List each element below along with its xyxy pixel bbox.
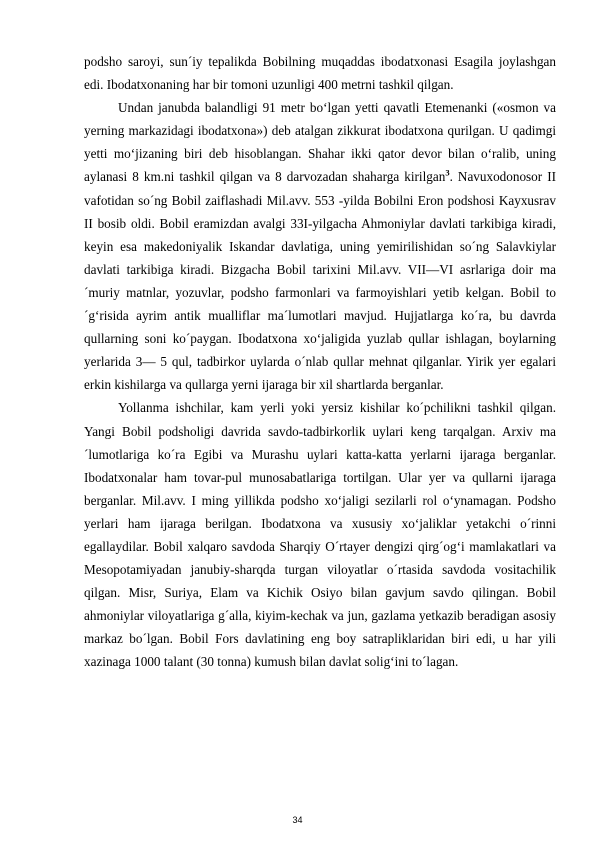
paragraph-1: podsho saroyi, sun´iy tepalikda Bobilning muqaddas ibodatxonasi Esagila joylashgan edi. Ibodatxonaning har bir tomoni uzunligi 400 metrni tashkil qilgan. <box>84 54 556 93</box>
paragraph-2-text: Undan janubda balandligi 91 metr bo‘lgan yetti qavatli Etemenanki («osmon va yerning markazidagi ibodatxona») deb atalgan zikkurat ibodatxona qurilgan. U qadimgi yetti mo‘jizaning biri deb hisoblangan. Shahar ikki qator devor bilan o‘ralib, uning aylanasi 8 km.ni tashkil qilgan va 8 darvozadan shaharga kirilgan <box>84 100 556 185</box>
page-content <box>84 50 556 674</box>
footnote-marker[interactable]: 3 <box>445 168 450 179</box>
paragraph-3: Yollanma ishchilar, kam yerli yoki yersiz kishilar ko´pchilikni tashkil qilgan. Yangi Bobil podsholigi davrida savdo-tadbirkorlik uylari keng tarqalgan. Arxiv ma´lumotlariga ko´ra Egibi va Murashu uylari katta-katta yerlarni ijaraga berganlar. Ibodatxonalar ham tovar-pul munosabatlariga tortilgan. Ular yer va qullarni ijaraga berganlar. Mil.avv. I ming yillikda podsho xo‘jaligi sezilarli rol o‘ynamagan. Podsho yerlari ham ijaraga berilgan. Ibodatxona va xususiy xo‘jaliklar yetakchi o´rinni egallaydilar. Bobil xalqaro savdoda Sharqiy O´rtayer dengizi qirg´og‘i mamlakatlari va Mesopotamiyadan janubiy-sharqda turgan viloyatlar o´rtasida savdoda vositachilik qilgan. Misr, Suriya, Elam va Kichik Osiyo bilan gavjum savdo qilingan. Bobil ahmoniylar viloyatlariga g´alla, kiyim-kechak va jun, gazlama yetkazib beradigan asosiy markaz bo´lgan. Bobil Fors davlatining eng boy satrapliklaridan biri edi, u har yili xazinaga 1000 talant (30 tonna) kumush bilan davlat solig‘ini to´lagan. <box>84 400 556 670</box>
page-number: 34 <box>292 815 303 825</box>
paragraph-2 <box>84 96 556 396</box>
paragraph-2-text-continued: . Navuxodonosor II vafotidan so´ng Bobil zaiflashadi Mil.avv. 553 -yilda Bobilni Eron podshosi Kayxusrav II bosib oldi. Bobil eramizdan avalgi 33I-yilgacha Ahmoniylar davlati tarkibiga kiradi, keyin esa makedoniyalik Iskandar davlatiga, uning yemirilishidan so´ng Salavkiylar davlati tarkibiga kiradi. Bizgacha Bobil tarixini Mil.avv. VII—VI asrlariga doir ma´muriy matnlar, yozuvlar, podsho farmonlari va farmoyishlari yetib kelgan. Bobil to´g‘risida ayrim antik mualliflar ma´lumotlari mavjud. Hujjatlarga ko´ra, bu davrda qullarning soni ko´paygan. Ibodatxona xo‘jaligida yuzlab qullar ishlagan, boylarning yerlarida 3— 5 qul, tadbirkor uylarda o´nlab qullar mehnat qilganlar. Yirik yer egalari erkin kishilarga va qullarga yerni ijaraga bir xil shartlarda berganlar. <box>84 169 557 393</box>
